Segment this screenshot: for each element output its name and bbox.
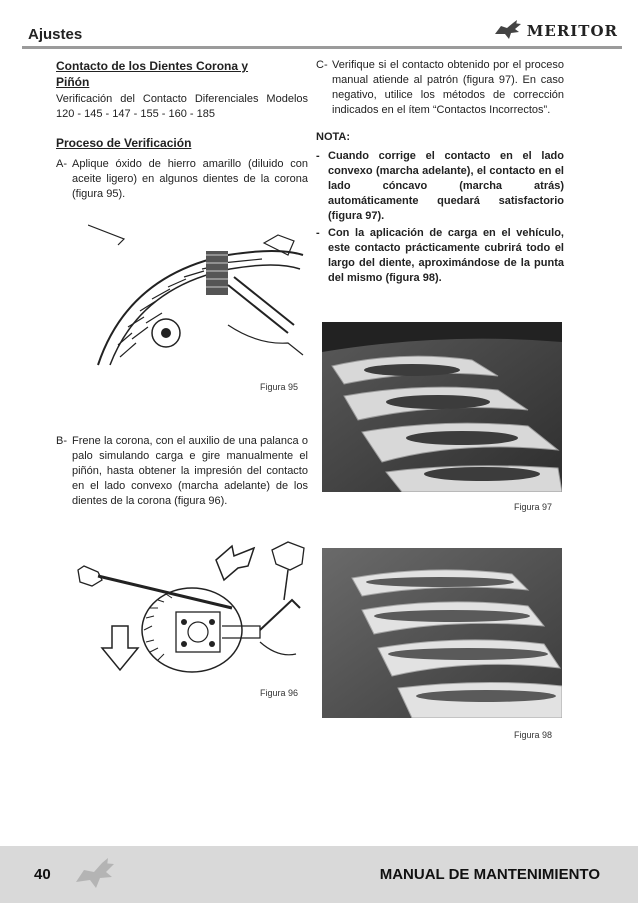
step-b-text: Frene la corona, con el auxilio de una palanca o palo simulando carga e gire manualmente el piñón, hasta obtener la impresión del contacto en el lado convexo (marcha adelante) de los dientes de la corona (figura 96). [72, 435, 308, 507]
subheading-line1: Contacto de los Dientes Corona y [56, 59, 249, 73]
figure-98-photo [322, 548, 562, 718]
figure-97-photo [322, 322, 562, 492]
figure-95-caption: Figura 95 [260, 382, 299, 392]
left-column [56, 58, 308, 202]
subheading [56, 58, 308, 90]
figure-96-drawing [72, 530, 310, 680]
nota-item-1-text: Cuando corrige el contacto en el lado convexo (marcha adelante), el contacto en el lado cóncavo (marcha atrás) automáticamente quedará satisfactorio (figura 97). [328, 150, 564, 222]
step-b-block [56, 434, 308, 509]
meritor-bull-logo-icon [493, 20, 523, 42]
nota-item-2 [316, 226, 564, 286]
nota-item-2-marker: - [316, 227, 320, 239]
page-footer [0, 846, 638, 903]
step-a-text: Aplique óxido de hierro amarillo (diluido con aceite ligero) en algunos dientes de la corona (figura 95). [72, 158, 308, 200]
brand [493, 20, 618, 42]
figure-98-caption: Figura 98 [514, 730, 553, 740]
figure-95-drawing [88, 215, 308, 375]
page-number: 40 [34, 866, 51, 883]
step-c [316, 58, 564, 118]
step-a [56, 157, 308, 202]
step-c-text: Verifique si el contacto obtenido por el proceso manual atiende al patrón (figura 97). En caso negativo, utilice los métodos de corrección indicados en el ítem “Contactos Incorrectos”. [332, 59, 564, 116]
step-c-marker: C- [316, 59, 328, 71]
step-b-marker: B- [56, 435, 67, 447]
nota-item-2-text: Con la aplicación de carga en el vehículo, este contacto prácticamente cubrirá todo el largo del diente, aproximándose de la punta del mismo (figura 98). [328, 227, 564, 284]
page-header [0, 0, 638, 50]
intro-text: Verificación del Contacto Diferenciales Modelos 120 - 145 - 147 - 155 - 160 - 185 [56, 93, 308, 120]
manual-title: MANUAL DE MANTENIMIENTO [379, 866, 600, 883]
nota-item-1-marker: - [316, 150, 320, 162]
right-column [316, 58, 564, 286]
procedure-heading: Proceso de Verificación [56, 136, 192, 150]
figure-97-caption: Figura 97 [514, 502, 553, 512]
step-a-marker: A- [56, 158, 67, 170]
subheading-line2: Piñón [56, 75, 90, 89]
meritor-bull-watermark-icon [72, 858, 118, 892]
brand-name: MERITOR [526, 22, 618, 40]
section-title: Ajustes [28, 26, 83, 43]
nota-label: NOTA: [316, 131, 351, 143]
figure-96-caption: Figura 96 [260, 688, 299, 698]
step-b [56, 434, 308, 509]
nota-item-1 [316, 149, 564, 224]
header-rule [22, 46, 622, 49]
